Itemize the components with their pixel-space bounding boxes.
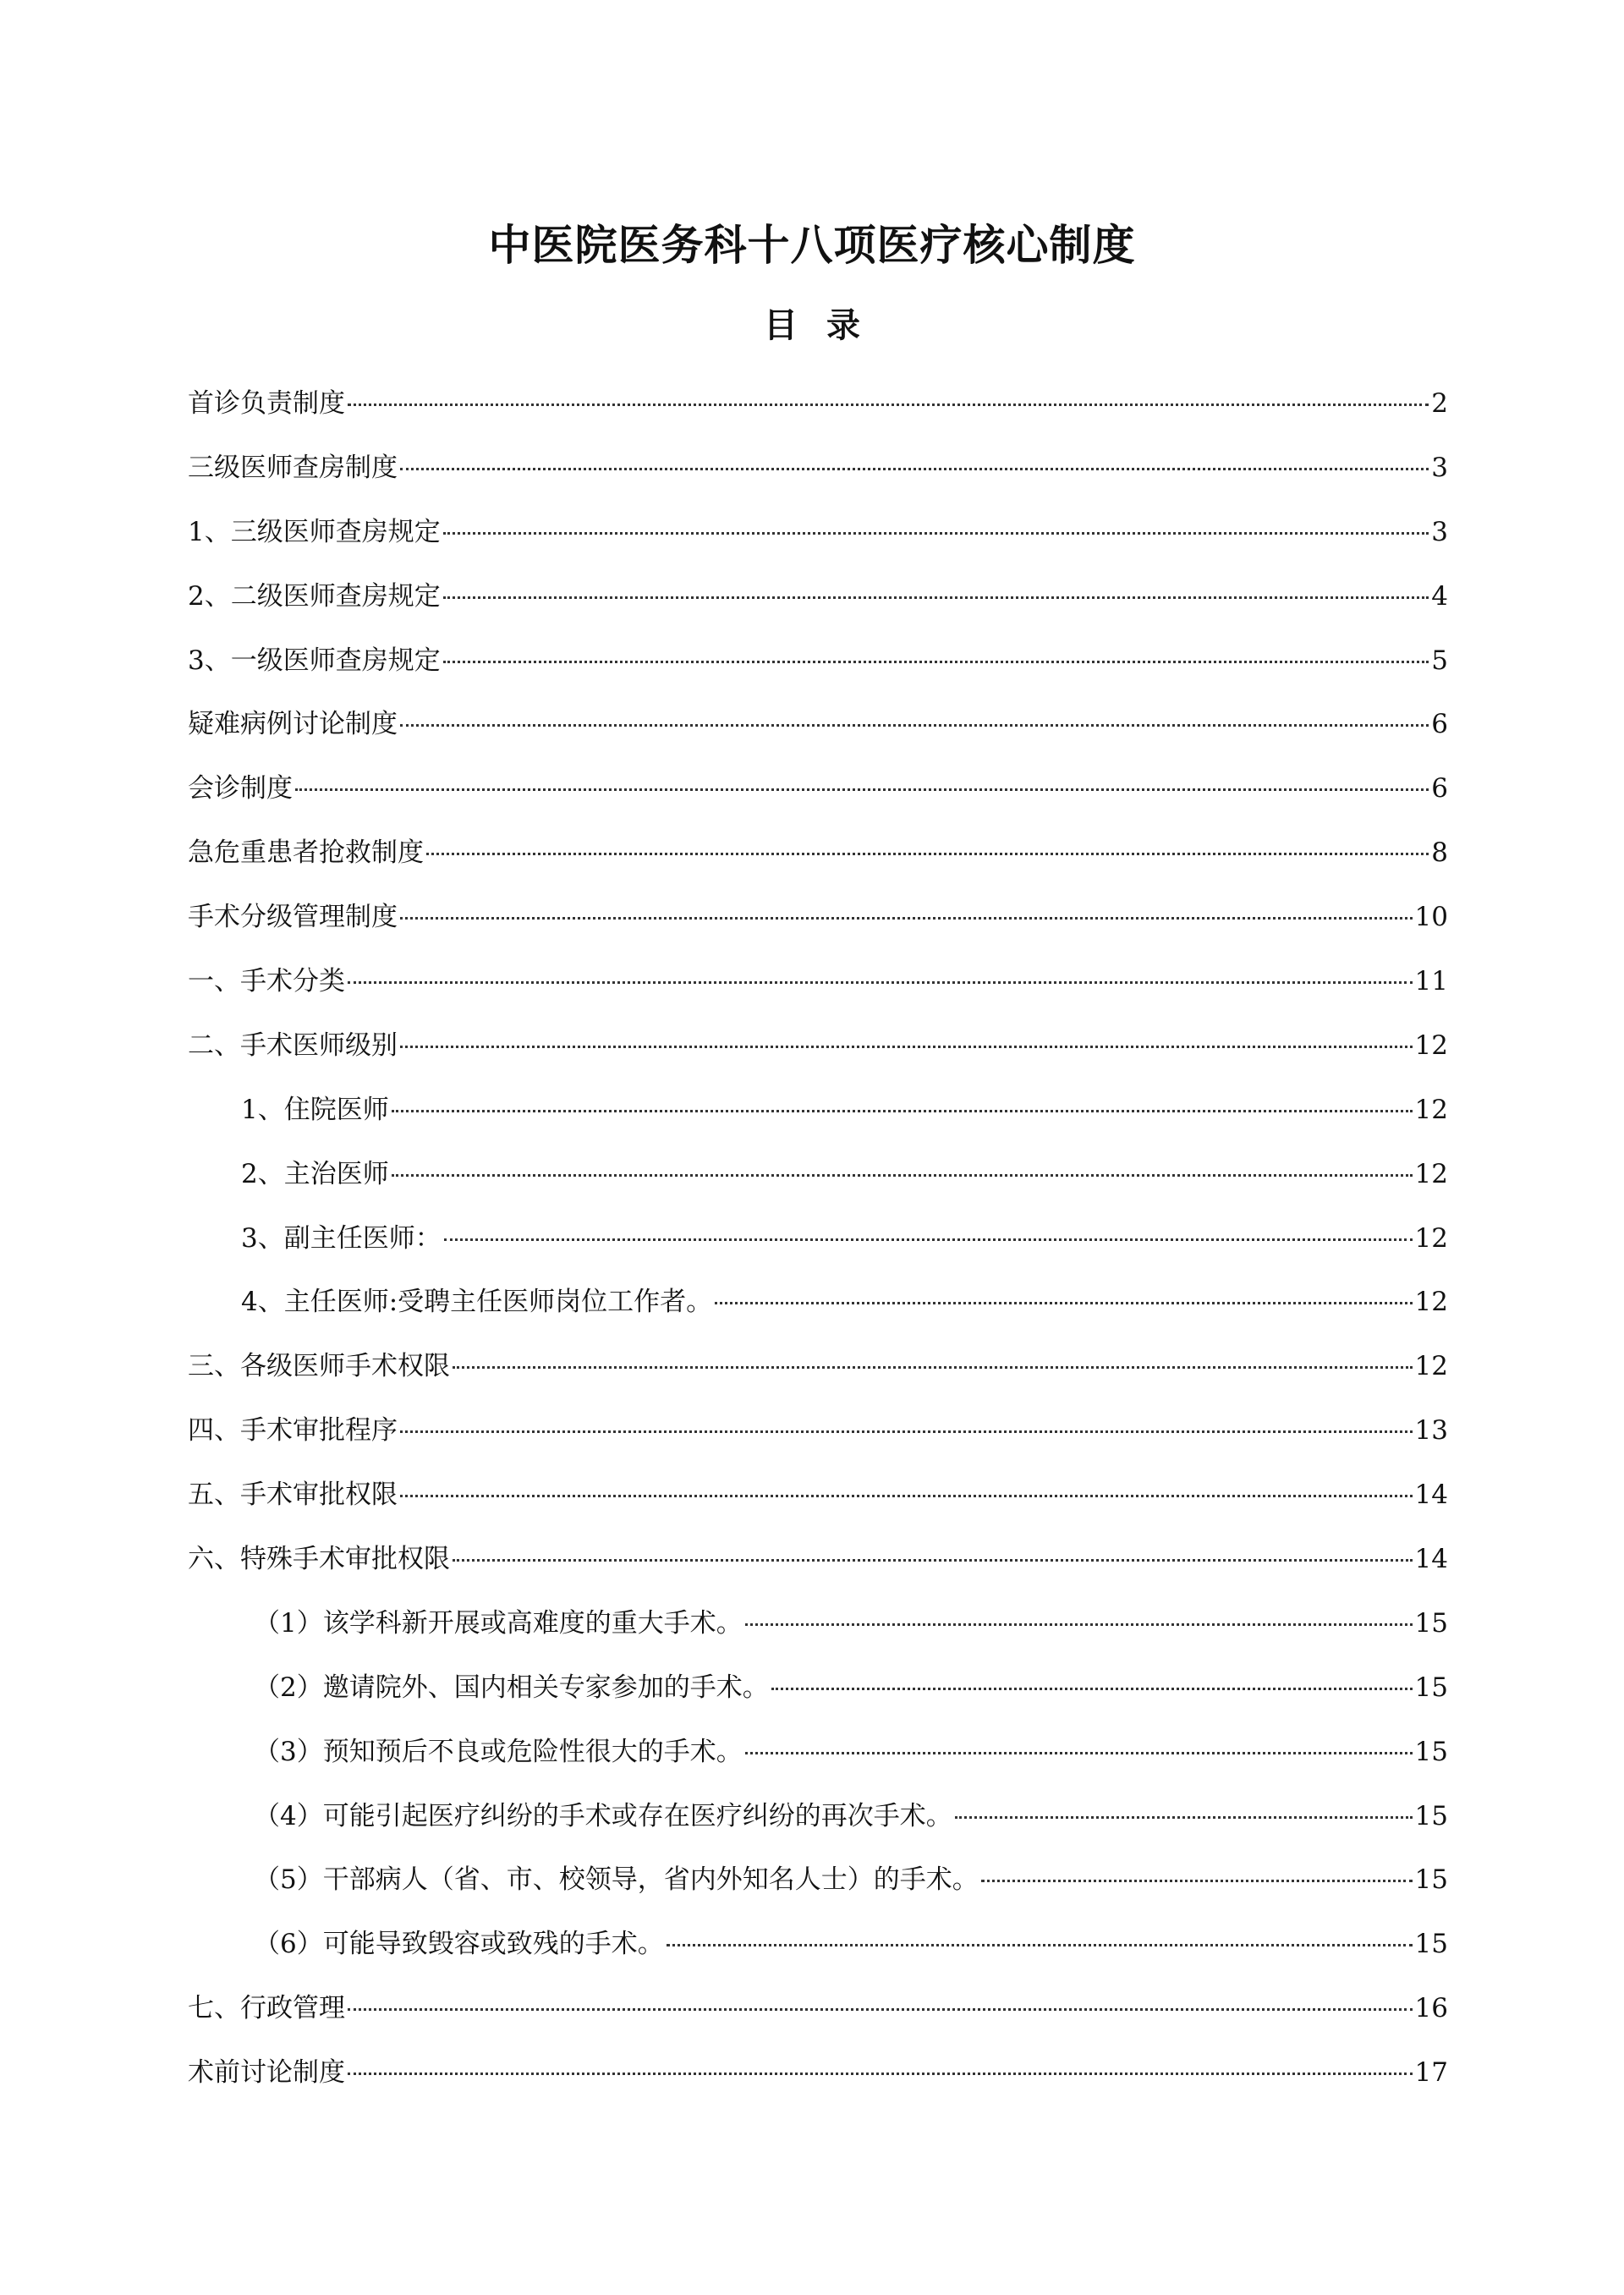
dot-leader	[453, 1366, 1413, 1369]
toc-subentry[interactable]	[188, 1727, 1448, 1791]
toc-entry-label: （2）邀请院外、国内相关专家参加的手术。	[254, 1672, 769, 1703]
toc-entry-label: （1）该学科新开展或高难度的重大手术。	[254, 1607, 743, 1639]
dot-leader	[667, 1944, 1413, 1946]
dot-leader	[400, 917, 1413, 920]
toc-entry-label: 3、一级医师查房规定	[188, 645, 441, 676]
dot-leader	[348, 2008, 1413, 2011]
toc-entry-label: （6）可能导致毁容或致残的手术。	[254, 1929, 664, 1960]
toc-entry-page: 10	[1414, 902, 1448, 933]
dot-leader	[400, 1495, 1413, 1497]
dot-leader	[400, 724, 1429, 727]
toc-entry-label: 急危重患者抢救制度	[188, 837, 424, 869]
toc-entry-label: （4）可能引起医疗纠纷的手术或存在医疗纠纷的再次手术。	[254, 1800, 952, 1831]
toc-entry[interactable]	[188, 442, 1448, 507]
toc-entry[interactable]	[188, 699, 1448, 763]
toc-entry[interactable]	[188, 507, 1448, 571]
toc-entry-label: 六、特殊手术审批权限	[188, 1544, 450, 1575]
dot-leader	[745, 1623, 1413, 1626]
toc-entry-page: 12	[1414, 1287, 1448, 1318]
dot-leader	[715, 1302, 1412, 1304]
dot-leader	[400, 1430, 1413, 1433]
toc-entry-label: 二、手术医师级别	[188, 1029, 398, 1061]
toc-subentry[interactable]	[188, 1149, 1448, 1213]
toc-entry-label: 1、三级医师查房规定	[188, 516, 441, 547]
toc-entry[interactable]	[188, 1020, 1448, 1084]
toc-entry[interactable]	[188, 1534, 1448, 1598]
toc-subentry[interactable]	[188, 1084, 1448, 1149]
toc-entry-page: 15	[1414, 1607, 1448, 1639]
toc-entry-page: 15	[1414, 1672, 1448, 1703]
toc-entry-page: 12	[1414, 1158, 1448, 1189]
toc-entry-page: 2	[1431, 388, 1448, 419]
toc-entry-page: 8	[1431, 837, 1448, 869]
toc-subentry[interactable]	[188, 1791, 1448, 1855]
toc-entry[interactable]	[188, 892, 1448, 956]
toc-entry-page: 15	[1414, 1864, 1448, 1896]
toc-entry-label: 七、行政管理	[188, 1993, 345, 2024]
toc-entry-page: 16	[1414, 1993, 1448, 2024]
dot-leader	[443, 532, 1429, 535]
toc-entry-label: （3）预知预后不良或危险性很大的手术。	[254, 1736, 743, 1767]
dot-leader	[444, 1238, 1413, 1241]
toc-entry[interactable]	[188, 956, 1448, 1020]
toc-entry[interactable]	[188, 378, 1448, 442]
toc-entry-page: 4	[1431, 580, 1448, 612]
toc-entry-label: 五、手术审批权限	[188, 1480, 398, 1511]
toc-entry-page: 13	[1414, 1415, 1448, 1447]
toc-subentry[interactable]	[188, 1662, 1448, 1727]
toc-entry-label: 2、主治医师	[241, 1158, 389, 1189]
dot-leader	[348, 981, 1413, 984]
toc-entry-page: 12	[1414, 1094, 1448, 1125]
toc-entry-label: 三、各级医师手术权限	[188, 1351, 450, 1382]
toc-entry[interactable]	[188, 2047, 1448, 2111]
toc-entry-label: 首诊负责制度	[188, 388, 345, 419]
dot-leader	[400, 468, 1429, 470]
toc-subentry[interactable]	[188, 1213, 1448, 1277]
toc-entry-page: 3	[1431, 516, 1448, 547]
toc-entry-label: 疑难病例讨论制度	[188, 709, 398, 740]
document-title: 中医院医务科十八项医疗核心制度	[488, 221, 1136, 270]
toc-entry[interactable]	[188, 635, 1448, 700]
toc-entry-label: 会诊制度	[188, 773, 293, 804]
toc-entry[interactable]	[188, 1341, 1448, 1405]
dot-leader	[443, 661, 1429, 663]
toc-entry-label: 四、手术审批程序	[188, 1415, 398, 1447]
dot-leader	[348, 2073, 1413, 2075]
toc-entry[interactable]	[188, 1405, 1448, 1469]
toc-entry[interactable]	[188, 763, 1448, 827]
dot-leader	[981, 1880, 1413, 1882]
dot-leader	[771, 1688, 1413, 1690]
toc-entry-label: 一、手术分类	[188, 966, 345, 997]
toc-entry-label: 术前讨论制度	[188, 2057, 345, 2089]
dot-leader	[443, 596, 1429, 599]
toc-entry-label: 三级医师查房制度	[188, 452, 398, 483]
toc-entry-label: （5）干部病人（省、市、校领导，省内外知名人士）的手术。	[254, 1864, 979, 1896]
toc-heading: 目 录	[764, 306, 860, 345]
toc-entry-page: 14	[1414, 1480, 1448, 1511]
toc-entry-page: 14	[1414, 1544, 1448, 1575]
toc-entry-label: 4、主任医师:受聘主任医师岗位工作者。	[241, 1287, 713, 1318]
toc-entry-page: 15	[1414, 1800, 1448, 1831]
dot-leader	[348, 404, 1429, 406]
toc-subentry[interactable]	[188, 1919, 1448, 1983]
dot-leader	[453, 1559, 1413, 1562]
toc-entry-page: 6	[1431, 709, 1448, 740]
toc-entry-page: 17	[1414, 2057, 1448, 2089]
toc-entry-page: 12	[1414, 1029, 1448, 1061]
toc-entry-page: 12	[1414, 1351, 1448, 1382]
toc-entry-page: 12	[1414, 1222, 1448, 1254]
toc-entry-page: 5	[1431, 645, 1448, 676]
toc-entry-label: 手术分级管理制度	[188, 902, 398, 933]
toc-entry-page: 6	[1431, 773, 1448, 804]
dot-leader	[745, 1752, 1413, 1754]
toc-entry-label: 1、住院医师	[241, 1094, 389, 1125]
toc-subentry[interactable]	[188, 1854, 1448, 1919]
dot-leader	[295, 788, 1429, 791]
dot-leader	[392, 1110, 1413, 1112]
toc-entry[interactable]	[188, 1983, 1448, 2047]
toc-entry[interactable]	[188, 571, 1448, 635]
dot-leader	[426, 853, 1429, 855]
toc-entry[interactable]	[188, 1469, 1448, 1534]
toc-entry-label: 2、二级医师查房规定	[188, 580, 441, 612]
table-of-contents	[188, 378, 1448, 2111]
toc-entry-label: 3、副主任医师：	[241, 1222, 442, 1254]
toc-subentry[interactable]	[188, 1598, 1448, 1662]
toc-entry-page: 3	[1431, 452, 1448, 483]
toc-entry-page: 11	[1414, 966, 1448, 997]
dot-leader	[400, 1046, 1413, 1048]
toc-entry[interactable]	[188, 827, 1448, 892]
toc-entry-page: 15	[1414, 1929, 1448, 1960]
dot-leader	[955, 1816, 1413, 1819]
toc-entry-page: 15	[1414, 1736, 1448, 1767]
toc-subentry[interactable]	[188, 1277, 1448, 1341]
dot-leader	[392, 1174, 1413, 1177]
